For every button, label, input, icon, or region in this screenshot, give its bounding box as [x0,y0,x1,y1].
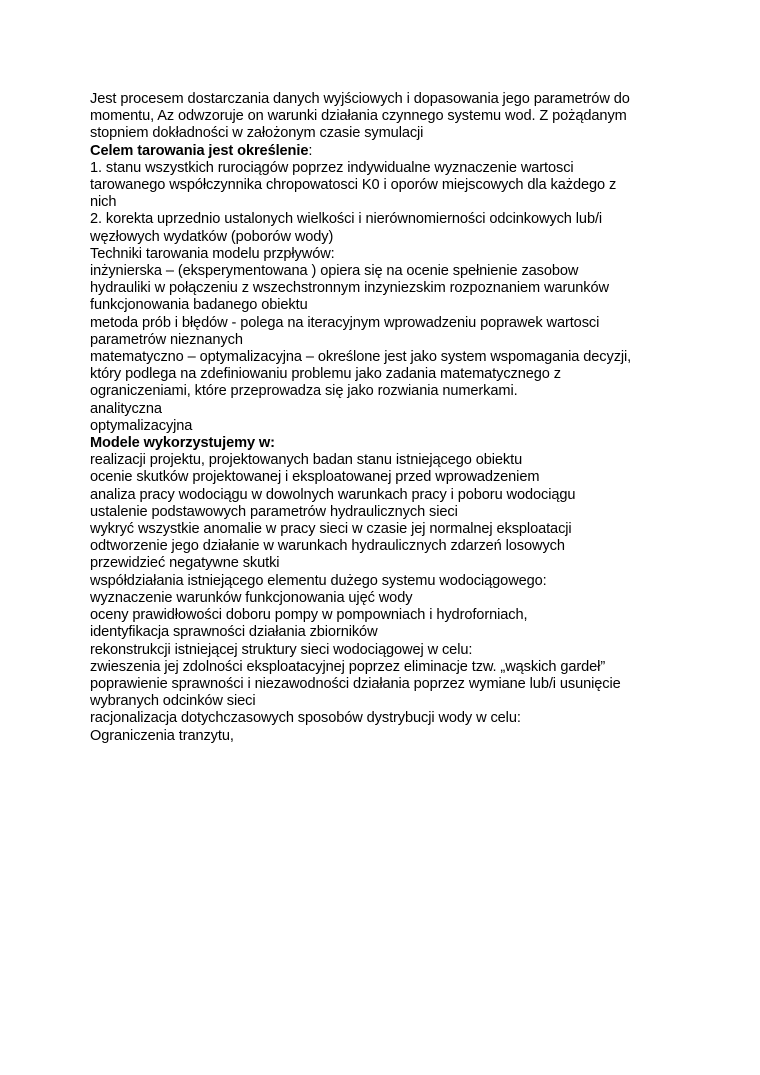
line-text: metoda prób i błędów - polega na iteracyjnym wprowadzeniu poprawek wartosci [90,314,600,331]
text-line [90,590,680,607]
text-line [90,280,680,297]
text-line [90,263,680,280]
line-text: który podlega na zdefiniowaniu problemu jako zadania matematycznego z [90,366,561,383]
text-line [90,487,680,504]
text-line [90,194,680,211]
text-line [90,642,680,659]
text-line [90,693,680,710]
line-text: optymalizacyjna [90,417,193,434]
line-text: wyznaczenie warunków funkcjonowania ujęć wody [90,589,413,606]
line-text: analityczna [90,400,162,417]
section-heading [90,143,680,160]
line-text: inżynierska – (eksperymentowana ) opiera się na ocenie spełnienie zasobow [90,263,579,280]
text-line [90,607,680,624]
line-text: racjonalizacja dotychczasowych sposobów dystrybucji wody w celu: [90,710,521,727]
text-line [90,504,680,521]
line-text: identyfikacja sprawności działania zbiorników [90,624,378,641]
heading-text: Modele wykorzystujemy w: [90,435,275,452]
text-line [90,659,680,676]
text-line [90,349,680,366]
line-text: współdziałania istniejącego elementu dużego systemu wodociągowego: [90,572,547,589]
section-heading [90,435,680,452]
line-text: wykryć wszystkie anomalie w pracy sieci w czasie jej normalnej eksploatacji [90,521,572,538]
text-line [90,315,680,332]
text-line [90,246,680,263]
text-line [90,418,680,435]
text-line [90,229,680,246]
text-line [90,573,680,590]
line-text: funkcjonowania badanego obiektu [90,297,308,314]
text-line [90,624,680,641]
text-line [90,332,680,349]
line-text: matematyczno – optymalizacyjna – określone jest jako system wspomagania decyzji, [90,349,632,366]
text-line [90,452,680,469]
text-line [90,401,680,418]
text-line [90,297,680,314]
line-text: 1. stanu wszystkich rurociągów poprzez indywidualne wyznaczenie wartosci [90,159,574,176]
text-line [90,538,680,555]
text-line [90,710,680,727]
line-text: 2. korekta uprzednio ustalonych wielkości i nierównomierności odcinkowych lub/i [90,211,603,228]
text-line [90,366,680,383]
line-text: oceny prawidłowości doboru pompy w pompowniach i hydroforniach, [90,607,528,624]
line-text: parametrów nieznanych [90,331,243,348]
line-text: węzłowych wydatków (poborów wody) [90,228,334,245]
line-text: hydrauliki w połączeniu z wszechstronnym inzyniezskim rozpoznaniem warunków [90,280,609,297]
line-text: poprawienie sprawności i niezawodności działania poprzez wymiane lub/i usunięcie [90,675,621,692]
line-text: zwieszenia jej zdolności eksploatacyjnej poprzez eliminacje tzw. „wąskich gardeł” [90,658,606,675]
document-page [90,91,680,745]
text-line [90,177,680,194]
text-line [90,160,680,177]
line-text: ocenie skutków projektowanej i eksploatowanej przed wprowadzeniem [90,469,540,486]
line-text: przewidzieć negatywne skutki [90,555,280,572]
line-text: wybranych odcinków sieci [90,693,256,710]
text-line [90,555,680,572]
line-text: analiza pracy wodociągu w dowolnych warunkach pracy i poboru wodociągu [90,486,576,503]
line-text: Jest procesem dostarczania danych wyjściowych i dopasowania jego parametrów do [90,91,630,107]
line-text: nich [90,194,117,211]
text-line [90,125,680,142]
line-text: Ograniczenia tranzytu, [90,727,234,744]
text-line [90,383,680,400]
line-text: realizacji projektu, projektowanych badan stanu istniejącego obiektu [90,452,523,469]
text-line [90,521,680,538]
text-line [90,676,680,693]
text-line [90,108,680,125]
heading-suffix: : [308,142,313,159]
heading-text: Celem tarowania jest określenie [90,142,309,159]
line-text: ustalenie podstawowych parametrów hydraulicznych sieci [90,503,458,520]
text-line [90,91,680,108]
line-text: stopniem dokładności w założonym czasie symulacji [90,125,424,142]
line-text: momentu, Az odwzoruje on warunki działania czynnego systemu wod. Z pożądanym [90,108,627,125]
line-text: rekonstrukcji istniejącej struktury sieci wodociągowej w celu: [90,641,473,658]
line-text: Techniki tarowania modelu przpływów: [90,245,335,262]
line-text: ograniczeniami, które przeprowadza się jako rozwiania numerkami. [90,383,518,400]
text-line [90,728,680,745]
text-line [90,469,680,486]
line-text: tarowanego współczynnika chropowatosci K0 i oporów miejscowych dla każdego z [90,177,617,194]
text-line [90,211,680,228]
line-text: odtworzenie jego działanie w warunkach hydraulicznych zdarzeń losowych [90,538,565,555]
